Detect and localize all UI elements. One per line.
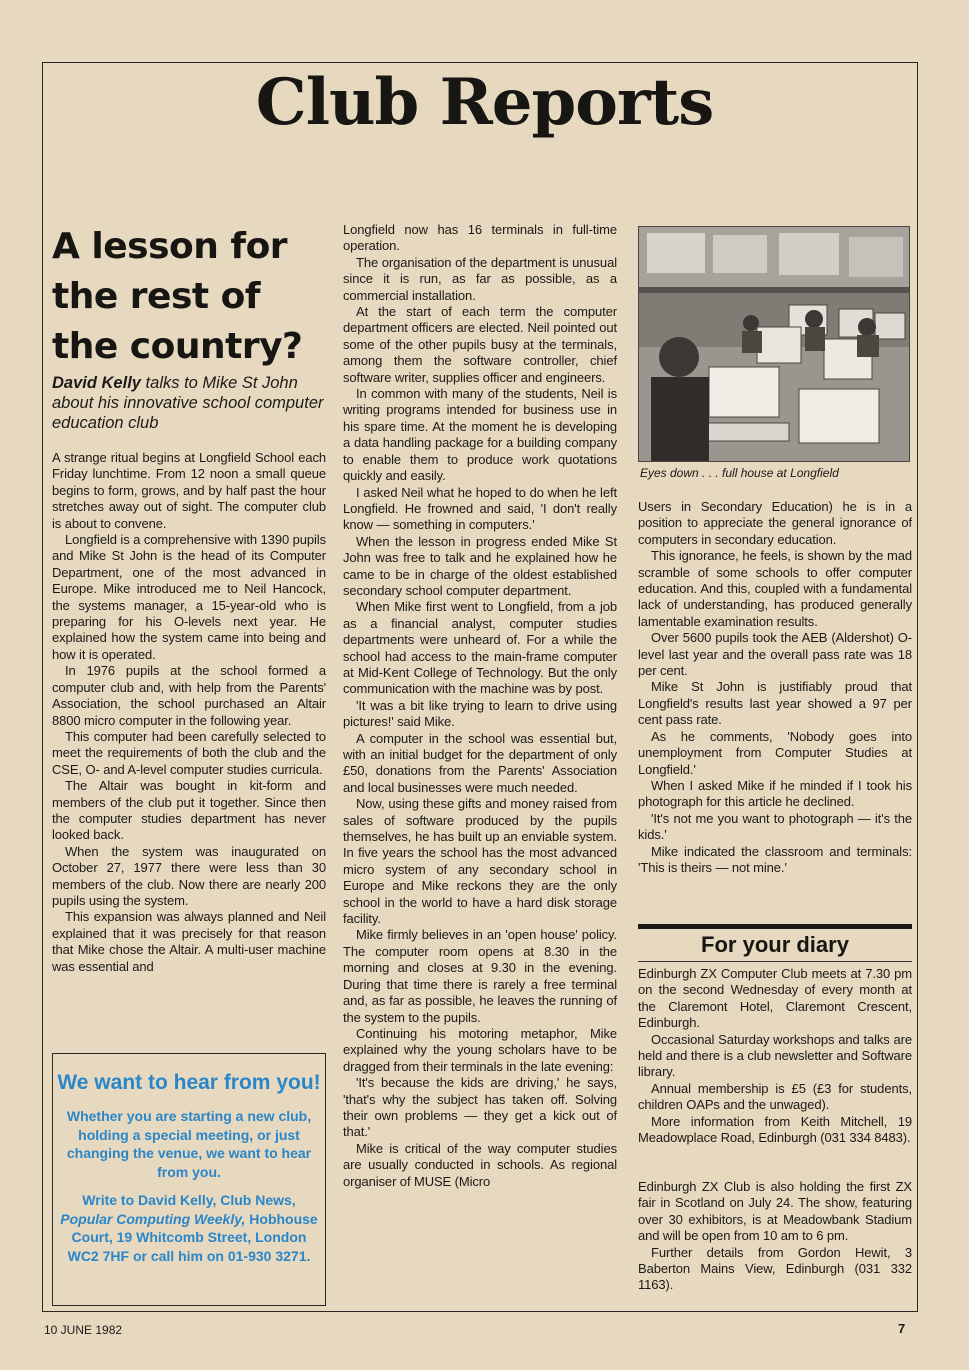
paragraph: Mike indicated the classroom and terminals: 'This is theirs — not mine.' (638, 843, 912, 875)
section-masthead: Club Reports (255, 65, 714, 140)
paragraph: Now, using these gifts and money raised from sales of software produced by the pupils themselves, he has built up an enviable system. In five years the school has the most advanced micro system of any secondary school in Europe and Mike reckons they are the only school in the world to have a hard disk storage facility. (343, 796, 617, 927)
photo-caption: Eyes down . . . full house at Longfield (640, 466, 839, 480)
paragraph: This computer had been carefully selected to meet the requirements of both the club and the CSE, O- and A-level computer studies curricula. (52, 728, 326, 777)
diary-entry-2 (638, 1179, 912, 1309)
diary-heading: For your diary (701, 932, 849, 957)
paragraph: As he comments, 'Nobody goes into unemployment from Computer Studies at Longfield.' (638, 728, 912, 777)
paragraph: More information from Keith Mitchell, 19 Meadowplace Road, Edinburgh (031 334 8483). (638, 1113, 912, 1146)
classroom-photo (638, 226, 910, 462)
paragraph: Further details from Gordon Hewit, 3 Baberton Mains View, Edinburgh (031 332 1163). (638, 1244, 912, 1293)
promo-contact (53, 1191, 325, 1265)
page-number: 7 (898, 1321, 906, 1336)
paragraph: A strange ritual begins at Longfield School each Friday lunchtime. From 12 noon a small queue begins to form, grows, and by half past the hour stretches away out of sight. The computer club is about to convene. (52, 450, 326, 531)
paragraph: When Mike first went to Longfield, from a job as a financial analyst, computer studies departments were unheard of. For a while the school had access to the main-frame computer at Mid-Kent College of Technology. But the only communication with the machine was by post. (343, 599, 617, 697)
diary-top-rule (638, 924, 912, 929)
magazine-name: Popular Computing Weekly, (60, 1210, 246, 1227)
paragraph: When the lesson in progress ended Mike St John was free to talk and he explained how he came to be in charge of the oldest established secondary school computer department. (343, 533, 617, 598)
promo-contact-pre: Write to David Kelly, Club News, (82, 1192, 296, 1208)
paragraph: Annual membership is £5 (£3 for students, children OAPs and the unwaged). (638, 1080, 912, 1113)
article-column-1 (52, 450, 326, 1038)
paragraph: I asked Neil what he hoped to do when he left Longfield. He frowned and said, 'I don't really know — something in computers.' (343, 484, 617, 533)
paragraph: 'It's not me you want to photograph — it's the kids.' (638, 810, 912, 843)
paragraph: Mike firmly believes in an 'open house' policy. The computer room opens at 8.30 in the morning and closes at 9.30 in the evening. During that time there is rarely a free terminal and, as far as possible, he leaves the running of the system to the pupils. (343, 927, 617, 1025)
paragraph: 'It's because the kids are driving,' he says, 'that's why the subject has taken off. Solving their own problems — they get a kick out of that.' (343, 1075, 617, 1140)
paragraph: The Altair was bought in kit-form and members of the club put it together. Since then the computer studies department has never looked back. (52, 778, 326, 843)
paragraph: 'It was a bit like trying to learn to drive using pictures!' said Mike. (343, 697, 617, 730)
paragraph: Edinburgh ZX Computer Club meets at 7.30 pm on the second Wednesday of every month at the Claremont Hotel, Claremont Crescent, Edinburgh. (638, 966, 912, 1031)
article-column-3 (638, 499, 912, 909)
paragraph: Edinburgh ZX Club is also holding the first ZX fair in Scotland on July 24. The show, featuring over 30 exhibitors, is at Meadowbank Stadium and will be open from 10 am to 6 pm. (638, 1179, 912, 1244)
standfirst-text: talks to Mike St John about his innovative school computer education club (52, 374, 324, 432)
paragraph: Users in Secondary Education) he is in a position to appreciate the general ignorance of computers in secondary education. (638, 499, 912, 547)
paragraph: Occasional Saturday workshops and talks are held and there is a club newsletter and Software library. (638, 1031, 912, 1080)
paragraph: When the system was inaugurated on October 27, 1977 there were less than 30 members of the club. Now there are nearly 200 pupils using the system. (52, 843, 326, 908)
byline: David Kelly (52, 374, 141, 392)
issue-date: 10 JUNE 1982 (44, 1323, 123, 1337)
paragraph: The organisation of the department is unusual since it is run, as far as possible, as a commercial installation. (343, 254, 617, 303)
paragraph: A computer in the school was essential but, with an initial budget for the department of only £50, donations from the Parents' Association and local businesses were much needed. (343, 730, 617, 795)
paragraph: At the start of each term the computer department officers are elected. Neil pointed out some of the other pupils busy at the terminals, among them the software controller, chief software writer, supplies officer and engineers. (343, 304, 617, 385)
paragraph: This expansion was always planned and Neil explained that it was precisely for that reason that Mike chose the Altair. A multi-user machine was essential and (52, 909, 326, 974)
paragraph: Mike St John is justifiably proud that Longfield's results last year showed a 97 per cent pass rate. (638, 679, 912, 728)
paragraph: When I asked Mike if he minded if I took his photograph for this article he declined. (638, 777, 912, 810)
paragraph: Continuing his motoring metaphor, Mike explained why the young scholars have to be dragged from their terminals in the late evening: (343, 1025, 617, 1074)
article-headline: A lesson for the rest of the country? (52, 226, 303, 367)
classroom-photo-image (639, 227, 909, 461)
paragraph: Over 5600 pupils took the AEB (Aldershot) O-level last year and the overall pass rate was 18 per cent. (638, 630, 912, 679)
paragraph: This ignorance, he feels, is shown by the mad scramble of some schools to offer computer education. And this, coupled with a fundamental lack of understanding, has produced generally lamentable examination results. (638, 548, 912, 629)
article-standfirst (52, 373, 332, 433)
promo-contact-post: Hobhouse Court, 19 Whitcomb Street, London WC2 7HF or call him on 01-930 3271. (67, 1210, 318, 1264)
paragraph: In common with many of the students, Neil is writing programs intended for business use in his spare time. At the moment he is developing a data handling package for a building company to enable them to produce work quotations quickly and easily. (343, 386, 617, 484)
paragraph: In 1976 pupils at the school formed a computer club and, with help from the Parents' Association, the school purchased an Altair 8800 micro computer in the following year. (52, 663, 326, 728)
promo-title: We want to hear from you! (57, 1071, 321, 1094)
contact-promo-box (52, 1053, 326, 1306)
bottom-rule (42, 1311, 918, 1312)
diary-underline (638, 961, 912, 962)
diary-entry-1 (638, 966, 912, 1166)
article-column-2 (343, 222, 617, 1312)
promo-body: Whether you are starting a new club, holding a special meeting, or just changing the venue, we want to hear from you. (66, 1108, 312, 1180)
paragraph: Mike is critical of the way computer studies are usually conducted in schools. As regional organiser of MUSE (Micro (343, 1140, 617, 1189)
paragraph: Longfield is a comprehensive with 1390 pupils and Mike St John is the head of its Computer Department, one of the most advanced in Europe. Mike introduced me to Neil Hancock, the systems manager, a 15-year-old who is preparing for his O-levels next year. He explained how the system came into being and how it is operated. (52, 532, 326, 662)
paragraph: Longfield now has 16 terminals in full-time operation. (343, 222, 617, 254)
